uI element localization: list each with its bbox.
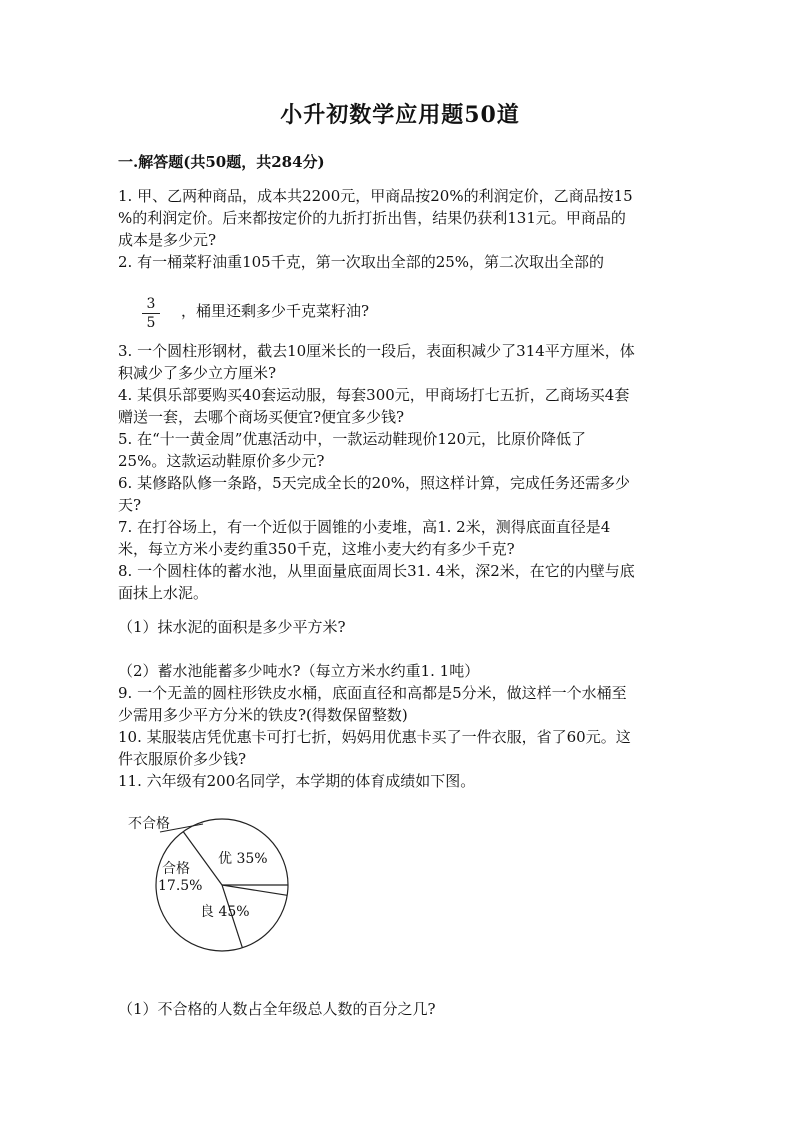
fraction-numerator: 3 xyxy=(146,296,156,312)
fraction-question-text: ，桶里还剩多少千克菜籽油? xyxy=(181,302,370,320)
text-line: 8. 一个圆柱体的蓄水池，从里面量底面周长31. 4米，深2米，在它的内壁与底 xyxy=(118,562,635,580)
text-line: （1）不合格的人数占全年级总人数的百分之几? xyxy=(118,1000,436,1018)
text-line: 9. 一个无盖的圆柱形铁皮水桶，底面直径和高都是5分米，做这样一个水桶至 xyxy=(118,684,627,702)
pie-label-liang: 良 45% xyxy=(200,904,250,920)
text-line: 11. 六年级有200名同学，本学期的体育成绩如下图。 xyxy=(118,772,476,790)
text-line: 4. 某俱乐部要购买40套运动服，每套300元，甲商场打七五折，乙商场买4套 xyxy=(118,386,630,404)
fraction-bar xyxy=(142,313,160,314)
fraction-three-fifths xyxy=(140,296,162,331)
text-line: 少需用多少平方分米的铁皮?(得数保留整数) xyxy=(118,706,408,724)
fraction-denominator: 5 xyxy=(146,315,156,331)
text-line: （2）蓄水池能蓄多少吨水?（每立方米水约重1. 1吨） xyxy=(118,662,480,680)
text-line: 6. 某修路队修一条路，5天完成全长的20%，照这样计算，完成任务还需多少 xyxy=(118,474,630,492)
text-line: 3. 一个圆柱形钢材，截去10厘米长的一段后，表面积减少了314平方厘米，体 xyxy=(118,342,635,360)
text-line: （1）抹水泥的面积是多少平方米? xyxy=(118,618,346,636)
text-line: 25%。这款运动鞋原价多少元? xyxy=(118,452,325,470)
text-line: 积减少了多少立方厘米? xyxy=(118,364,277,382)
page-title: 小升初数学应用题50道 xyxy=(280,102,520,128)
text-line: 天? xyxy=(118,496,142,514)
text-line: 赠送一套，去哪个商场买便宜?便宜多少钱? xyxy=(118,408,405,426)
text-line: %的利润定价。后来都按定价的九折打折出售，结果仍获利131元。甲商品的 xyxy=(118,209,626,227)
text-line: 10. 某服装店凭优惠卡可打七折，妈妈用优惠卡买了一件衣服，省了60元。这 xyxy=(118,728,631,746)
text-line: 2. 有一桶菜籽油重105千克，第一次取出全部的25%，第二次取出全部的 xyxy=(118,253,605,271)
text-line: 米，每立方米小麦约重350千克，这堆小麦大约有多少千克? xyxy=(118,540,515,558)
text-line: 面抹上水泥。 xyxy=(118,584,209,602)
text-line: 7. 在打谷场上，有一个近似于圆锥的小麦堆，高1. 2米，测得底面直径是4 xyxy=(118,518,611,536)
pie-label-hege-pct: 17.5% xyxy=(158,878,203,894)
text-line: 1. 甲、乙两种商品，成本共2200元，甲商品按20%的利润定价，乙商品按15 xyxy=(118,187,633,205)
pie-chart xyxy=(118,800,338,970)
pie-slice-boundary-不合格 xyxy=(222,885,287,895)
text-line: 成本是多少元? xyxy=(118,231,217,249)
pie-label-you: 优 35% xyxy=(218,851,268,867)
pie-label-buhege: 不合格 xyxy=(128,816,170,832)
text-line: 5. 在“十一黄金周”优惠活动中，一款运动鞋现价120元，比原价降低了 xyxy=(118,430,587,448)
pie-label-hege: 合格 xyxy=(162,861,190,877)
section-heading: 一.解答题(共50题，共284分) xyxy=(118,153,325,171)
text-line: 件衣服原价多少钱? xyxy=(118,750,247,768)
